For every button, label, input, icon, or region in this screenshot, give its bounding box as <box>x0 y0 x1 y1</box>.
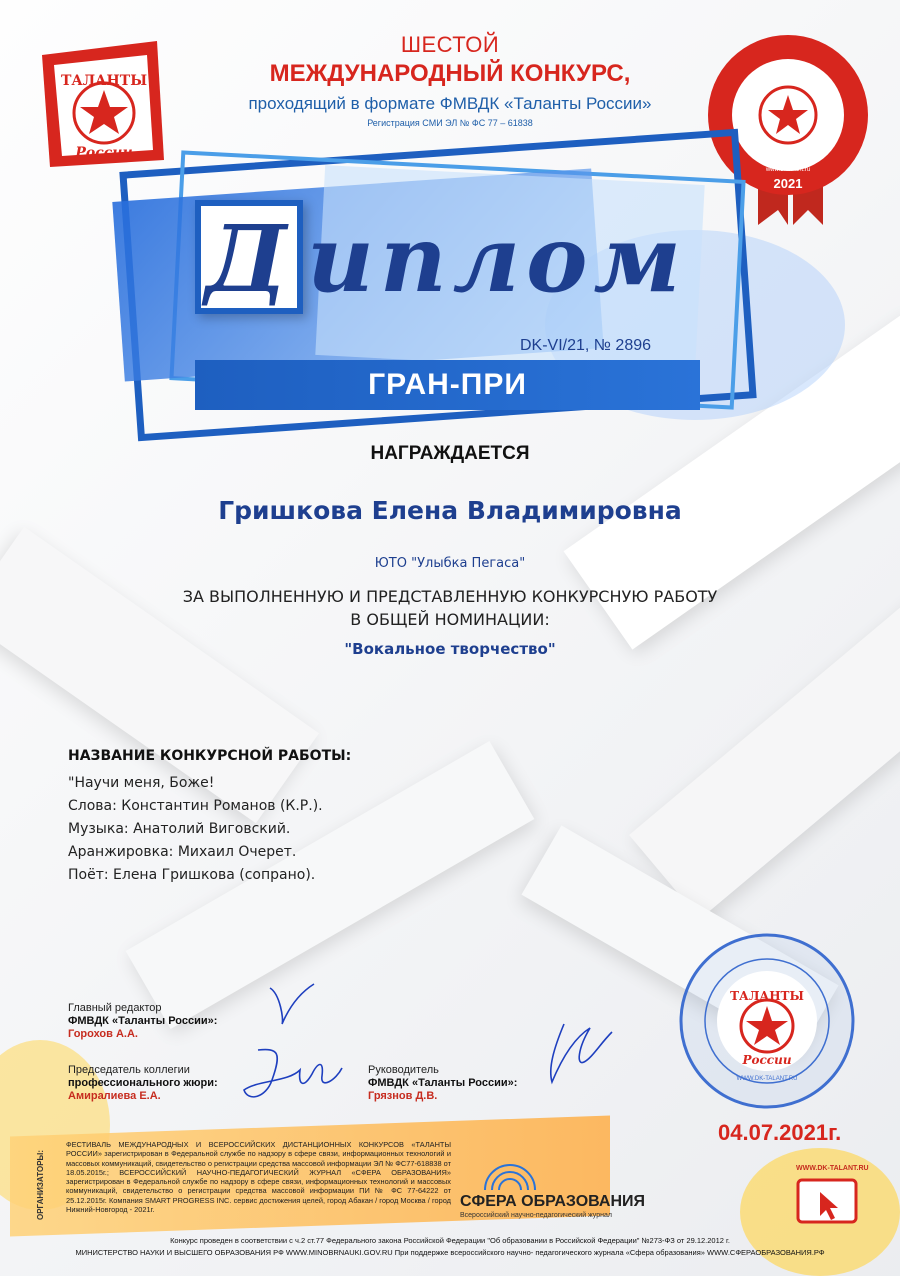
svg-text:WWW.DK-TALANT.RU: WWW.DK-TALANT.RU <box>736 1076 798 1082</box>
svg-text:России: России <box>742 1053 792 1067</box>
title-first-letter: Д <box>195 200 303 314</box>
diploma-title <box>195 200 715 320</box>
editor-org: ФМВДК «Таланты России»: <box>68 1015 218 1027</box>
footer-line2: МИНИСТЕРСТВО НАУКИ И ВЫСШЕГО ОБРАЗОВАНИЯ РФ WWW.MINOBRNAUKI.GOV.RU При поддержке всероссийского научно- педагогического журнала «Сфера образования» WWW.СФЕРАОБРАЗОВАНИЯ.РФ <box>75 1248 825 1257</box>
award-banner: ГРАН-ПРИ <box>195 360 700 410</box>
work-label: НАЗВАНИЕ КОНКУРСНОЙ РАБОТЫ: <box>68 748 352 764</box>
jury-signature-icon <box>238 1040 348 1110</box>
svg-text:www.dk-talant.ru: www.dk-talant.ru <box>765 167 811 173</box>
cursor-click-icon <box>796 1178 858 1226</box>
work-line: Музыка: Анатолий Виговский. <box>68 821 291 837</box>
title-rest: иплом <box>307 205 687 313</box>
head-title: Руководитель <box>368 1064 439 1076</box>
issue-date: 04.07.2021г. <box>718 1120 842 1145</box>
head-org: ФМВДК «Таланты России»: <box>368 1077 518 1089</box>
header-line2: МЕЖДУНАРОДНЫЙ КОНКУРС, <box>269 60 631 87</box>
for-line1: ЗА ВЫПОЛНЕННУЮ И ПРЕДСТАВЛЕННУЮ КОНКУРСНУЮ РАБОТУ <box>182 587 718 606</box>
work-line: "Научи меня, Боже! <box>68 775 215 791</box>
header-line1: ШЕСТОЙ <box>400 32 500 57</box>
signature-editor <box>68 1002 217 1041</box>
organizers-label: ОРГАНИЗАТОРЫ: <box>36 1149 45 1220</box>
stamp-talanty <box>676 930 858 1112</box>
work-line: Поёт: Елена Гришкова (сопрано). <box>68 867 316 883</box>
work-lines <box>68 772 323 887</box>
work-line: Слова: Константин Романов (К.Р.). <box>68 798 323 814</box>
organizers-text: ФЕСТИВАЛЬ МЕЖДУНАРОДНЫХ И ВСЕРОССИЙСКИХ ДИСТАНЦИОННЫХ КОНКУРСОВ «ТАЛАНТЫ РОССИИ» зарегистрирован в Федеральной службе по надзору в сфере связи, информационных технологий и массовых коммуникаций, свидетельство о регистрации средства массовой информации ЭЛ № ФС77-618838 от 18.05.2015г.; ВСЕРОССИЙСКИЙ НАУЧНО-ПЕДАГОГИЧЕСКИЙ ЖУРНАЛ «СФЕРА ОБРАЗОВАНИЯ» зарегистрирован в Федеральной службе по надзору в сфере связи, информационных технологий и массовых коммуникаций, свидетельство о регистрации средства массовой информации ПИ № ФС 77-64222 от 25.12.2015г. Компания SMART PROGRESS INC. сервис достижения целей, город Абакан / город Москва / город Нижний-Новгород - 2021г. <box>66 1140 451 1215</box>
signature-head <box>368 1064 517 1103</box>
jury-name: Амиралиева Е.А. <box>68 1090 161 1102</box>
editor-signature-icon <box>262 980 322 1030</box>
recipient-name: Гришкова Елена Владимировна <box>218 496 682 525</box>
awarded-label: НАГРАЖДАЕТСЯ <box>370 443 530 464</box>
editor-title: Главный редактор <box>68 1002 162 1014</box>
sfera-subtitle: Всероссийский научно-педагогический журнал <box>460 1212 612 1219</box>
sfera-title: СФЕРА ОБРАЗОВАНИЯ <box>460 1193 646 1210</box>
header-line3: проходящий в формате ФМВДК «Таланты России» <box>248 94 652 113</box>
editor-name: Горохов А.А. <box>68 1028 138 1040</box>
recipient-organization: ЮТО "Улыбка Пегаса" <box>374 556 526 571</box>
footer-line1: Конкурс проведен в соответствии с ч.2 ст.77 Федерального закона Российской Федерации "Об образовании в Российской Федерации" №273-ФЗ от 29.12.2012 г. <box>170 1236 730 1245</box>
svg-text:России: России <box>75 145 133 161</box>
stamp-icon <box>676 930 858 1112</box>
work-line: Аранжировка: Михаил Очерет. <box>68 844 297 860</box>
svg-text:2021: 2021 <box>773 176 803 191</box>
sfera-logo-icon <box>480 1140 540 1195</box>
head-signature-icon <box>538 1018 618 1088</box>
jury-org: профессионального жюри: <box>68 1077 218 1089</box>
signature-jury <box>68 1064 218 1103</box>
header-registration: Регистрация СМИ ЭЛ № ФС 77 – 61838 <box>367 118 533 128</box>
head-name: Грязнов Д.В. <box>368 1090 438 1102</box>
jury-title: Председатель коллегии <box>68 1064 190 1076</box>
nomination: "Вокальное творчество" <box>344 640 556 658</box>
for-line2: В ОБЩЕЙ НОМИНАЦИИ: <box>350 610 550 629</box>
site-badge-text: WWW.DK-TALANT.RU <box>796 1165 869 1172</box>
diploma-number: DK-VI/21, № 2896 <box>520 337 652 354</box>
svg-text:ТАЛАНТЫ: ТАЛАНТЫ <box>730 989 804 1003</box>
svg-text:ТАЛАНТЫ: ТАЛАНТЫ <box>60 73 148 89</box>
